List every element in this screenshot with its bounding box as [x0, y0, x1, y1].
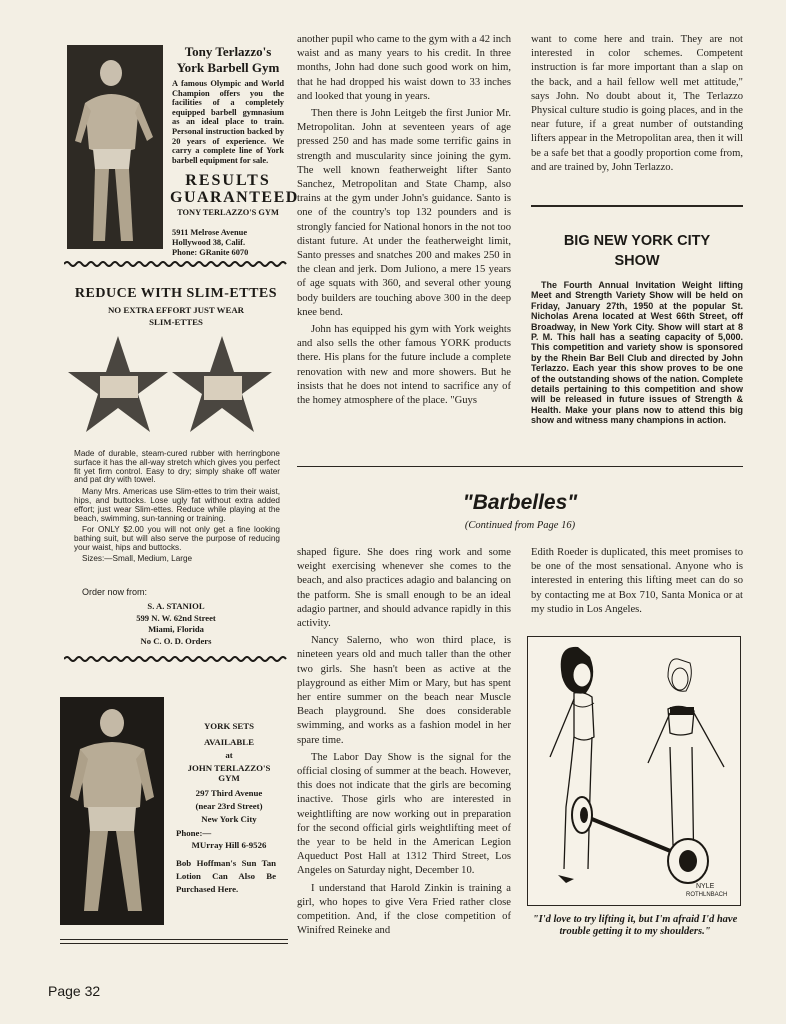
- seller-name: S. A. STANIOL: [147, 601, 205, 611]
- article-column-right-top: [531, 33, 743, 175]
- york-sets-line-7: (near 23rd Street): [195, 801, 263, 811]
- article-paragraph: Edith Roeder is duplicated, this meet promises to be one of the most sensational. Anyone who is interested in entering this lifting meet can do so by contacting me at Box 710, Santa Monica or at my studio in Los Angeles.: [531, 547, 743, 615]
- seller-address: 599 N. W. 62nd Street: [136, 613, 216, 623]
- cartoon-caption: "I'd love to try lifting it, but I'm afraid I'd have trouble getting it to my shoulders.": [532, 914, 738, 937]
- york-sets-line-11: Bob Hoffman's Sun Tan Lotion Can Also Be Purchased Here.: [176, 858, 276, 894]
- nyc-show-title-1: BIG NEW YORK CITY: [563, 233, 711, 249]
- bodybuilder-photo-terlazzo: [67, 45, 163, 249]
- section-rule-right: [531, 205, 743, 207]
- york-sets-line-9: Phone:—: [176, 828, 212, 838]
- slimettes-subtitle-1: NO EXTRA EFFORT JUST WEAR: [107, 305, 245, 315]
- barbelles-title: "Barbelles": [462, 491, 578, 514]
- york-sets-line-4: JOHN TERLAZZO'S: [187, 763, 271, 773]
- barbell-cartoon-illustration: [528, 637, 740, 905]
- terlazzo-gym-name: TONY TERLAZZO'S GYM: [177, 208, 279, 217]
- article-paragraph: another pupil who came to the gym with a 42 inch waist and as many years to his credit. In three months, John had done such good work on him, that he had dropped his waist down to 33 inches and looked that young in years.: [297, 34, 511, 102]
- article-column-middle-top: [297, 33, 511, 408]
- nyc-show-body: The Fourth Annual Invitation Weight lifting Meet and Strength Variety Show will be held on Friday, January 27th, 1950 at the popular St. Nicholas Arena located at West 66th Street, off Broadway, in New York City. Show will start at 8 P. M. This hall has a seating capacity of 5,000. This competition and variety show is sponsored by the Rhein Bar Bell Club and directed by John Terlazzo. Each year this show proves to be one of the outstanding shows of the nation. Complete details pertaining to this competition and show will be released in future issues of Strength & Health. Make your plans now to attend this big show and witness many champions in action.: [531, 280, 743, 426]
- slimettes-sizes: Sizes:—Small, Medium, Large: [82, 553, 193, 563]
- bodybuilder-illustration: [60, 697, 164, 925]
- article-paragraph: John has equipped his gym with York weights and also sells the other famous YORK products there. His plans for the future include a complete renovation with new and more showers. But he insists that he does not intend to sacrifice any of the homey atmosphere of the place. "Guys: [297, 324, 511, 407]
- terlazzo-ad-body: A famous Olympic and World Champion offers you the facilities of a completely equipped barbell gymnasium as an ideal place to train. Personal instruction backed by 20 years of experience. We carry a complete line of York barbell equipment for sale.: [172, 79, 284, 165]
- results-heading: RESULTS: [185, 172, 271, 189]
- york-sets-line-1: YORK SETS: [203, 721, 255, 731]
- bodybuilder-illustration: [67, 45, 163, 249]
- article-paragraph: Nancy Salerno, who won third place, is nineteen years old and much taller than the other two girls. She hasn't been as active at the playground as either Mim or Mary, but has spent her entire summer on the beach near Muscle Beach playground. She does considerable swimming, and works as a fashion model in her spare time.: [297, 635, 511, 746]
- nyc-show-title-2: SHOW: [614, 253, 660, 269]
- cartoon-signature-1: NYLE: [696, 883, 715, 890]
- article-paragraph: want to come here and train. They are not interested in color schemes. Competent instruction is far more important than a slap on the back, and a hail fellow well met attitude," says John. No doubt about it, The Terlazzo Physical culture studio is going places, and in the near future, if a great number of outstanding lifters appear in the Metropolitan area, then it will be a safe bet that a goodly proportion come from, and are trained by, John Terlazzo.: [531, 34, 743, 173]
- slimettes-description: [74, 450, 280, 564]
- bottom-rule-left-2: [60, 943, 288, 944]
- york-sets-line-6: 297 Third Avenue: [195, 788, 263, 798]
- article-column-right-bottom: [531, 546, 743, 617]
- slimettes-title: REDUCE WITH SLIM-ETTES: [74, 286, 278, 301]
- slimettes-paragraph-1: Made of durable, steam-cured rubber with herringbone surface it has the all-way stretch which gives you perfect fit yet firm control. Easy to dry; simply shake off water and pat dry with towel.: [74, 449, 280, 485]
- guaranteed-heading: GUARANTEED: [170, 189, 299, 206]
- section-divider: [297, 466, 743, 467]
- terlazzo-ad-title: Tony Terlazzo's: [184, 44, 272, 59]
- article-paragraph: The Labor Day Show is the signal for the official closing of summer at the beach. However, this does not indicate that the girls are becoming inactive. Those girls who are interested in weightlifting are now working out in preparation for the second official girls weightlifting meet of the year to be held in the American Legion Aqueduct Post Hall at 1312 Third Street, Los Angeles on Saturday night, December 10.: [297, 751, 511, 877]
- article-paragraph: Then there is John Leitgeb the first Junior Mr. Metropolitan. John at seventeen years of age pressed 250 and has made some terrific gains in strength and muscularity since joining the gym. The well known featherweight lifter Santo Sanchez, Metropolitan and State Champ, also trains at the gym under John's guidance. Santo is one of the country's top 132 pounders and is strongly fancied for National honors in the not too distant future. At under the featherweight limit, Santo presses and snatches 200 and makes 250 in the clean and jerk. Dom Juliono, a mere 15 years of age squats with 360, and several other young body builders are touching above 300 in the deep knee bend.: [297, 108, 511, 318]
- terlazzo-phone: Phone: GRanite 6070: [172, 248, 249, 257]
- bottom-rule-left: [60, 939, 288, 940]
- york-sets-line-2: AVAILABLE: [203, 737, 255, 747]
- article-paragraph: I understand that Harold Zinkin is training a girl, who hopes to give Vera Fried rather close competition. And, if the close competition of Winifred Reineke and: [297, 882, 511, 937]
- bodybuilder-photo-john-terlazzo: [60, 697, 164, 925]
- york-sets-line-10: MUrray Hill 6-9526: [191, 840, 267, 850]
- slimettes-paragraph-3: For ONLY $2.00 you will not only get a fine looking bathing suit, but will also serve the purpose of reducing your waist, hips and buttocks.: [74, 525, 280, 552]
- article-paragraph: shaped figure. She does ring work and some weight exercising whenever she comes to the beach, and also practices adagio and balancing on the patform. She is small enough to be an ideal adagio partner, and should advance rapidly in this activity.: [297, 547, 511, 630]
- terlazzo-address-2: Hollywood 38, Calif.: [172, 238, 246, 247]
- york-sets-line-5: GYM: [218, 773, 240, 783]
- terlazzo-ad-subtitle: York Barbell Gym: [176, 60, 280, 75]
- wavy-divider: [64, 260, 288, 268]
- order-now-label: Order now from:: [82, 587, 148, 597]
- no-cod-orders: No C. O. D. Orders: [140, 636, 212, 646]
- cartoon-signature-2: ROTHLNBACH: [686, 892, 728, 898]
- york-sets-line-8: New York City: [201, 814, 257, 824]
- article-column-middle-bottom: [297, 546, 511, 938]
- seller-city: Miami, Florida: [148, 624, 204, 634]
- wavy-divider: [64, 655, 288, 663]
- continued-from-page: (Continued from Page 16): [464, 520, 576, 531]
- cartoon-frame: [527, 636, 741, 906]
- slimettes-subtitle-2: SLIM-ETTES: [149, 317, 203, 327]
- york-sets-line-3: at: [225, 750, 233, 760]
- terlazzo-address-1: 5911 Melrose Avenue: [172, 228, 248, 237]
- slimettes-product-illustration: [66, 334, 276, 442]
- page-number: Page 32: [48, 983, 101, 999]
- slimettes-paragraph-2: Many Mrs. Americas use Slim-ettes to trim their waist, hips, and buttocks. Lose ugly fat without extra added effort; just wear Slim-ettes. Reduce while playing at the beach, swimming, sun-tanning or training.: [74, 487, 280, 523]
